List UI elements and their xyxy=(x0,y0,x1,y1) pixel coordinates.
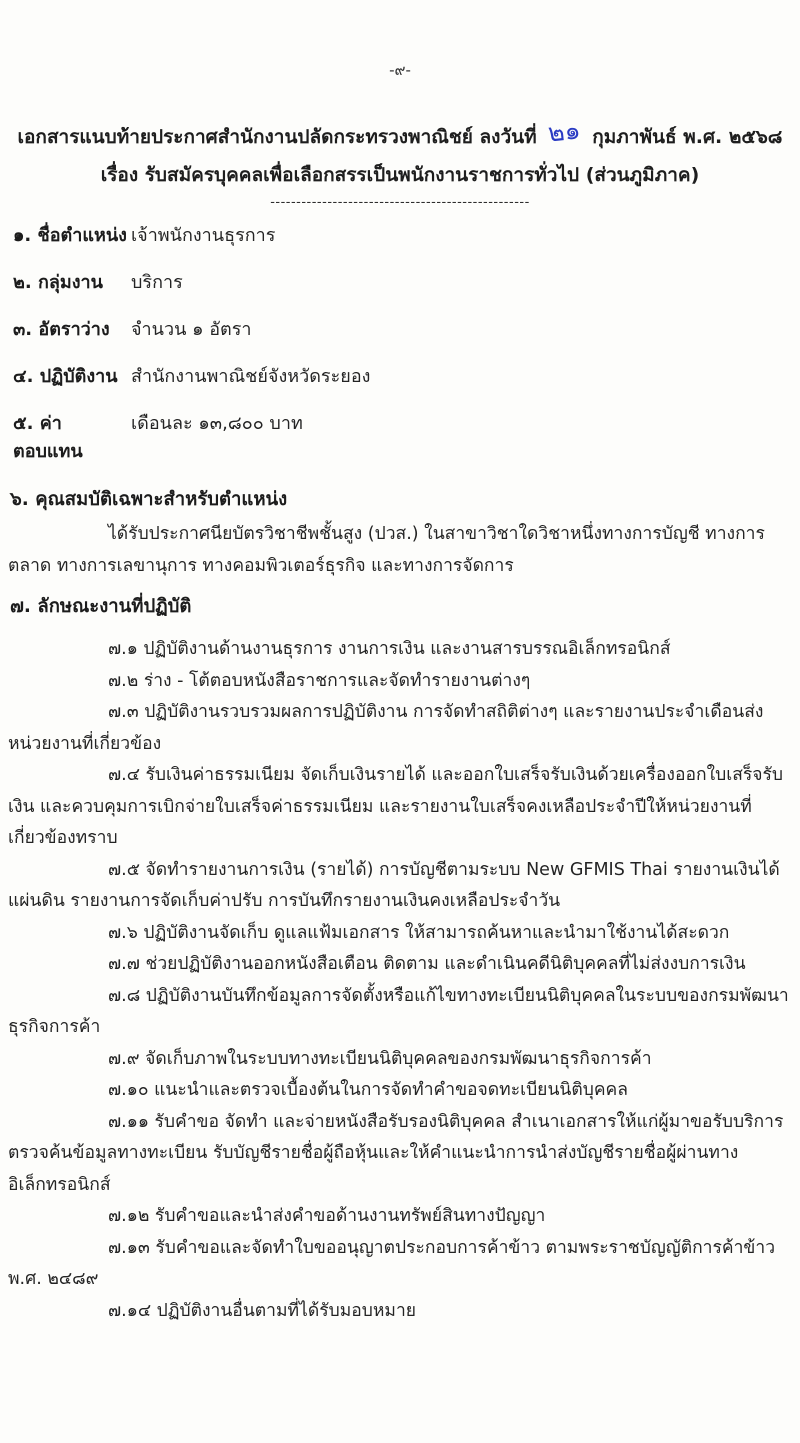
field-label: ๔. ปฏิบัติงาน xyxy=(13,366,118,387)
field-row-work-location xyxy=(13,363,800,391)
position-summary-fields xyxy=(0,222,800,466)
duty-item: ๗.๙ จัดเก็บภาพในระบบทางทะเบียนนิติบุคคลของกรมพัฒนาธุรกิจการค้า xyxy=(108,1048,652,1069)
duty-item: ๗.๕ จัดทำรายงานการเงิน (รายได้) การบัญชีตามระบบ New GFMIS Thai รายงานเงินได้แผ่นดิน รายงานการจัดเก็บค่าปรับ การบันทึกรายงานเงินคงเหลือประจำวัน xyxy=(8,859,780,911)
duties-section xyxy=(0,592,800,1327)
field-row-vacancy xyxy=(13,316,800,344)
header-title-after-date: กุมภาพันธ์ พ.ศ. ๒๕๖๘ xyxy=(592,126,783,148)
duty-item: ๗.๑๔ ปฏิบัติงานอื่นตามที่ได้รับมอบหมาย xyxy=(108,1300,417,1321)
field-value: สำนักงานพาณิชย์จังหวัดระยอง xyxy=(131,366,371,387)
field-label: ๑. ชื่อตำแหน่ง xyxy=(13,225,127,246)
field-row-position-name xyxy=(13,222,800,250)
duty-item: ๗.๑ ปฏิบัติงานด้านงานธุรการ งานการเงิน และงานสารบรรณอิเล็กทรอนิกส์ xyxy=(108,639,671,659)
duty-item: ๗.๔ รับเงินค่าธรรมเนียม จัดเก็บเงินรายได้ และออกใบเสร็จรับเงินด้วยเครื่องออกใบเสร็จรับเงิน และควบคุมการเบิกจ่ายใบเสร็จค่าธรรมเนียม และรายงานใบเสร็จคงเหลือประจำปีให้หน่วยงานที่เกี่ยวข้องทราบ xyxy=(8,765,784,848)
duty-item: ๗.๑๐ แนะนำและตรวจเบื้องต้นในการจัดทำคำขอจดทะเบียนนิติบุคคล xyxy=(108,1080,628,1100)
duty-item: ๗.๑๑ รับคำขอ จัดทำ และจ่ายหนังสือรับรองนิติบุคคล สำเนาเอกสารให้แก่ผู้มาขอรับบริการตรวจค้นข้อมูลทางทะเบียน รับบัญชีรายชื่อผู้ถือหุ้นและให้คำแนะนำการนำส่งบัญชีรายชื่อผู้ผ่านทางอิเล็กทรอนิกส์ xyxy=(8,1111,784,1195)
field-value: บริการ xyxy=(131,272,183,293)
duty-item: ๗.๓ ปฏิบัติงานรวบรวมผลการปฏิบัติงาน การจัดทำสถิติต่างๆ และรายงานประจำเดือนส่งหน่วยงานที่เกี่ยวข้อง xyxy=(8,702,764,754)
duty-item: ๗.๗ ช่วยปฏิบัติงานออกหนังสือเตือน ติดตาม และดำเนินคดีนิติบุคคลที่ไม่ส่งงบการเงิน xyxy=(108,954,746,974)
field-value: จำนวน ๑ อัตรา xyxy=(131,319,252,340)
duties-list xyxy=(0,634,800,1327)
qualifications-heading: ๖. คุณสมบัติเฉพาะสำหรับตำแหน่ง xyxy=(10,489,288,510)
duty-item: ๗.๖ ปฏิบัติงานจัดเก็บ ดูแลแฟ้มเอกสาร ให้สามารถค้นหาและนำมาใช้งานได้สะดวก xyxy=(108,922,730,943)
qualifications-section xyxy=(0,485,800,582)
field-value: เดือนละ ๑๓,๘๐๐ บาท xyxy=(131,413,303,434)
field-row-work-group xyxy=(13,269,800,297)
duties-heading: ๗. ลักษณะงานที่ปฏิบัติ xyxy=(10,596,192,617)
duty-item: ๗.๒ ร่าง - โต้ตอบหนังสือราชการและจัดทำรายงานต่างๆ xyxy=(108,670,531,691)
field-label: ๕. ค่าตอบแทน xyxy=(13,413,83,462)
duty-item: ๗.๑๒ รับคำขอและนำส่งคำขอด้านงานทรัพย์สินทางปัญญา xyxy=(108,1206,546,1226)
page-number: -๙- xyxy=(389,61,411,79)
field-row-compensation xyxy=(13,410,800,466)
duty-item: ๗.๑๓ รับคำขอและจัดทำใบขออนุญาตประกอบการค้าข้าว ตามพระราชบัญญัติการค้าข้าว พ.ศ. ๒๔๘๙ xyxy=(8,1237,776,1289)
document-header xyxy=(0,0,800,210)
qualifications-body: ได้รับประกาศนียบัตรวิชาชีพชั้นสูง (ปวส.) ในสาขาวิชาใดวิชาหนึ่งทางการบัญชี ทางการตลาด ทางการเลขานุการ ทางคอมพิวเตอร์ธุรกิจ และทางการจัดการ xyxy=(8,524,765,576)
field-label: ๒. กลุ่มงาน xyxy=(13,272,103,293)
header-title-line1 xyxy=(0,115,800,156)
duty-item: ๗.๘ ปฏิบัติงานบันทึกข้อมูลการจัดตั้งหรือแก้ไขทางทะเบียนนิติบุคคลในระบบของกรมพัฒนาธุรกิจการค้า xyxy=(8,985,789,1037)
header-divider: -------------------------------------------------- xyxy=(270,195,530,210)
header-subject-line: เรื่อง รับสมัครบุคคลเพื่อเลือกสรรเป็นพนักงานราชการทั่วไป (ส่วนภูมิภาค) xyxy=(100,164,700,186)
header-title-before-date: เอกสารแนบท้ายประกาศสำนักงานปลัดกระทรวงพาณิชย์ ลงวันที่ xyxy=(17,126,537,148)
field-label: ๓. อัตราว่าง xyxy=(13,319,110,340)
handwritten-date-day: ๒๑ xyxy=(546,115,583,148)
field-value: เจ้าพนักงานธุรการ xyxy=(131,225,276,246)
